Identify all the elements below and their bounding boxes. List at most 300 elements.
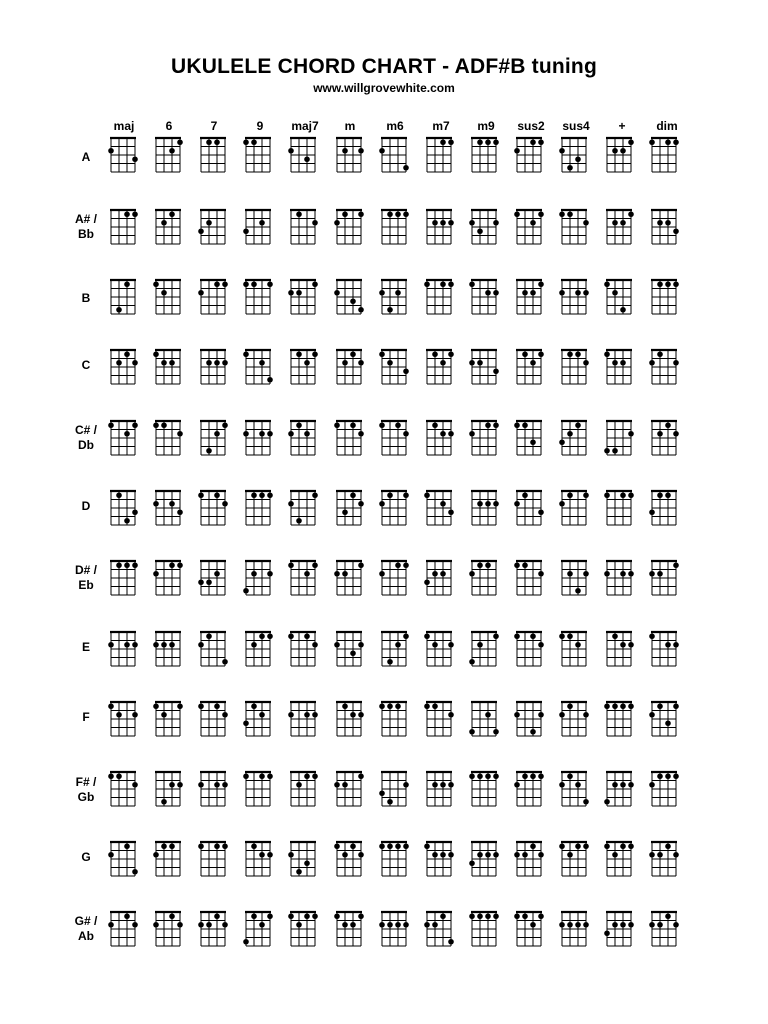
finger-dot bbox=[485, 139, 491, 145]
chord-diagram bbox=[153, 491, 183, 525]
chord-diagram bbox=[334, 912, 364, 946]
finger-dot bbox=[169, 782, 175, 788]
finger-dot bbox=[583, 571, 589, 577]
finger-dot bbox=[251, 492, 257, 498]
finger-dot bbox=[304, 431, 310, 437]
finger-dot bbox=[214, 571, 220, 577]
finger-dot bbox=[395, 422, 401, 428]
finger-dot bbox=[358, 712, 364, 718]
chord-diagram bbox=[288, 491, 318, 525]
finger-dot bbox=[469, 860, 475, 866]
finger-dot bbox=[379, 422, 385, 428]
finger-dot bbox=[342, 571, 348, 577]
finger-dot bbox=[342, 509, 348, 515]
chord-diagram bbox=[604, 350, 632, 384]
finger-dot bbox=[304, 712, 310, 718]
chord-diagram bbox=[606, 138, 634, 172]
finger-dot bbox=[198, 642, 204, 648]
chord-diagram bbox=[379, 280, 407, 314]
finger-dot bbox=[267, 377, 273, 383]
chord-diagram bbox=[424, 280, 454, 314]
finger-dot bbox=[387, 659, 393, 665]
finger-dot bbox=[514, 562, 520, 568]
finger-dot bbox=[108, 148, 114, 154]
finger-dot bbox=[530, 922, 536, 928]
finger-dot bbox=[387, 922, 393, 928]
finger-dot bbox=[288, 913, 294, 919]
chord-diagram bbox=[604, 772, 634, 806]
finger-dot bbox=[448, 782, 454, 788]
finger-dot bbox=[440, 782, 446, 788]
finger-dot bbox=[358, 360, 364, 366]
finger-dot bbox=[350, 650, 356, 656]
finger-dot bbox=[198, 290, 204, 296]
finger-dot bbox=[559, 211, 565, 217]
chord-diagram bbox=[108, 421, 138, 455]
finger-dot bbox=[132, 869, 138, 875]
finger-dot bbox=[612, 448, 618, 454]
finger-dot bbox=[575, 351, 581, 357]
finger-dot bbox=[628, 703, 634, 709]
finger-dot bbox=[583, 843, 589, 849]
col-header-m7: m7 bbox=[432, 119, 450, 133]
chord-diagram bbox=[379, 702, 407, 736]
finger-dot bbox=[342, 782, 348, 788]
chord-diagram bbox=[649, 632, 679, 666]
finger-dot bbox=[493, 422, 499, 428]
finger-dot bbox=[312, 642, 318, 648]
finger-dot bbox=[132, 509, 138, 515]
chord-diagram bbox=[108, 702, 138, 736]
finger-dot bbox=[214, 281, 220, 287]
chord-diagram bbox=[243, 561, 273, 595]
finger-dot bbox=[267, 852, 273, 858]
finger-dot bbox=[448, 712, 454, 718]
finger-dot bbox=[628, 571, 634, 577]
finger-dot bbox=[304, 156, 310, 162]
chord-diagram bbox=[108, 842, 138, 876]
chord-diagram bbox=[288, 632, 318, 666]
finger-dot bbox=[567, 773, 573, 779]
finger-dot bbox=[214, 703, 220, 709]
finger-dot bbox=[251, 281, 257, 287]
finger-dot bbox=[673, 922, 679, 928]
chord-diagram bbox=[559, 702, 589, 736]
chord-diagram bbox=[381, 632, 409, 666]
finger-dot bbox=[243, 773, 249, 779]
finger-dot bbox=[530, 729, 536, 735]
finger-dot bbox=[387, 360, 393, 366]
finger-dot bbox=[665, 720, 671, 726]
finger-dot bbox=[538, 712, 544, 718]
finger-dot bbox=[538, 509, 544, 515]
finger-dot bbox=[350, 922, 356, 928]
finger-dot bbox=[108, 642, 114, 648]
chord-diagram bbox=[243, 138, 271, 172]
chord-diagram bbox=[516, 350, 544, 384]
finger-dot bbox=[403, 562, 409, 568]
finger-dot bbox=[628, 492, 634, 498]
col-header-7: 7 bbox=[210, 119, 218, 133]
finger-dot bbox=[169, 562, 175, 568]
finger-dot bbox=[514, 422, 520, 428]
finger-dot bbox=[575, 922, 581, 928]
chord-diagram bbox=[469, 842, 499, 876]
finger-dot bbox=[161, 360, 167, 366]
finger-dot bbox=[214, 913, 220, 919]
finger-dot bbox=[222, 843, 228, 849]
finger-dot bbox=[628, 431, 634, 437]
chord-diagram bbox=[649, 350, 679, 384]
finger-dot bbox=[514, 913, 520, 919]
finger-dot bbox=[559, 922, 565, 928]
finger-dot bbox=[620, 360, 626, 366]
finger-dot bbox=[567, 633, 573, 639]
finger-dot bbox=[161, 712, 167, 718]
chord-diagram bbox=[604, 702, 634, 736]
chord-diagram bbox=[649, 138, 679, 172]
finger-dot bbox=[522, 290, 528, 296]
chord-diagram bbox=[288, 561, 318, 595]
finger-dot bbox=[469, 281, 475, 287]
finger-dot bbox=[575, 290, 581, 296]
finger-dot bbox=[342, 703, 348, 709]
chord-diagram bbox=[200, 421, 228, 455]
finger-dot bbox=[604, 351, 610, 357]
chord-diagram bbox=[379, 421, 409, 455]
finger-dot bbox=[432, 571, 438, 577]
finger-dot bbox=[304, 860, 310, 866]
finger-dot bbox=[628, 782, 634, 788]
finger-dot bbox=[673, 852, 679, 858]
finger-dot bbox=[169, 148, 175, 154]
finger-dot bbox=[288, 148, 294, 154]
chord-diagram bbox=[469, 702, 499, 736]
chord-diagram bbox=[559, 842, 589, 876]
finger-dot bbox=[665, 281, 671, 287]
finger-dot bbox=[288, 431, 294, 437]
finger-dot bbox=[379, 501, 385, 507]
finger-dot bbox=[124, 562, 130, 568]
finger-dot bbox=[403, 843, 409, 849]
chord-diagram bbox=[155, 210, 181, 244]
finger-dot bbox=[132, 712, 138, 718]
finger-dot bbox=[485, 501, 491, 507]
finger-dot bbox=[206, 448, 212, 454]
row-label-g-sharp: G# / Ab bbox=[74, 914, 98, 943]
chord-diagram bbox=[243, 350, 273, 384]
chord-diagram bbox=[243, 912, 273, 946]
finger-dot bbox=[296, 922, 302, 928]
finger-dot bbox=[342, 148, 348, 154]
finger-dot bbox=[657, 922, 663, 928]
chord-diagram bbox=[514, 421, 542, 455]
finger-dot bbox=[432, 220, 438, 226]
chord-diagram bbox=[243, 421, 273, 455]
finger-dot bbox=[649, 633, 655, 639]
finger-dot bbox=[628, 211, 634, 217]
col-header-m9: m9 bbox=[477, 119, 495, 133]
finger-dot bbox=[665, 492, 671, 498]
finger-dot bbox=[206, 579, 212, 585]
finger-dot bbox=[358, 501, 364, 507]
chord-diagram bbox=[290, 210, 318, 244]
finger-dot bbox=[612, 148, 618, 154]
finger-dot bbox=[132, 422, 138, 428]
finger-dot bbox=[583, 922, 589, 928]
chord-diagram bbox=[559, 772, 589, 806]
chord-diagram bbox=[336, 702, 364, 736]
chord-diagram bbox=[334, 561, 364, 595]
finger-dot bbox=[530, 139, 536, 145]
finger-dot bbox=[395, 211, 401, 217]
chord-diagram bbox=[198, 912, 228, 946]
finger-dot bbox=[334, 782, 340, 788]
finger-dot bbox=[440, 571, 446, 577]
finger-dot bbox=[334, 571, 340, 577]
finger-dot bbox=[620, 148, 626, 154]
finger-dot bbox=[350, 351, 356, 357]
finger-dot bbox=[132, 562, 138, 568]
finger-dot bbox=[153, 922, 159, 928]
finger-dot bbox=[665, 642, 671, 648]
finger-dot bbox=[567, 431, 573, 437]
chord-diagram bbox=[424, 912, 454, 946]
finger-dot bbox=[575, 422, 581, 428]
chord-diagram bbox=[243, 280, 273, 314]
chord-diagram bbox=[469, 912, 499, 946]
chord-diagram bbox=[469, 632, 499, 666]
chord-diagram bbox=[469, 210, 499, 244]
finger-dot bbox=[214, 492, 220, 498]
finger-dot bbox=[296, 782, 302, 788]
finger-dot bbox=[153, 351, 159, 357]
finger-dot bbox=[198, 843, 204, 849]
finger-dot bbox=[403, 431, 409, 437]
finger-dot bbox=[206, 633, 212, 639]
finger-dot bbox=[267, 773, 273, 779]
finger-dot bbox=[673, 431, 679, 437]
finger-dot bbox=[243, 588, 249, 594]
finger-dot bbox=[214, 843, 220, 849]
finger-dot bbox=[214, 360, 220, 366]
chord-diagram bbox=[153, 350, 181, 384]
finger-dot bbox=[304, 773, 310, 779]
finger-dot bbox=[222, 922, 228, 928]
finger-dot bbox=[198, 703, 204, 709]
finger-dot bbox=[604, 281, 610, 287]
chord-diagram bbox=[334, 421, 364, 455]
finger-dot bbox=[259, 492, 265, 498]
finger-dot bbox=[108, 422, 114, 428]
finger-dot bbox=[342, 852, 348, 858]
finger-dot bbox=[334, 422, 340, 428]
chord-diagram bbox=[651, 210, 679, 244]
finger-dot bbox=[485, 562, 491, 568]
chord-diagram bbox=[379, 842, 409, 876]
chord-diagram bbox=[426, 138, 454, 172]
finger-dot bbox=[657, 571, 663, 577]
finger-dot bbox=[493, 139, 499, 145]
finger-dot bbox=[153, 501, 159, 507]
chord-diagram bbox=[290, 772, 318, 806]
finger-dot bbox=[522, 492, 528, 498]
finger-dot bbox=[177, 703, 183, 709]
finger-dot bbox=[206, 139, 212, 145]
finger-dot bbox=[177, 509, 183, 515]
finger-dot bbox=[575, 782, 581, 788]
finger-dot bbox=[334, 642, 340, 648]
col-header-sus4: sus4 bbox=[562, 119, 590, 133]
finger-dot bbox=[559, 501, 565, 507]
finger-dot bbox=[493, 368, 499, 374]
chord-diagram bbox=[649, 772, 679, 806]
chord-diagram bbox=[243, 210, 271, 244]
finger-dot bbox=[493, 729, 499, 735]
finger-dot bbox=[259, 220, 265, 226]
finger-dot bbox=[251, 642, 257, 648]
chord-diagram bbox=[649, 491, 677, 525]
finger-dot bbox=[604, 492, 610, 498]
finger-dot bbox=[448, 852, 454, 858]
finger-dot bbox=[440, 501, 446, 507]
finger-dot bbox=[116, 307, 122, 313]
finger-dot bbox=[432, 422, 438, 428]
finger-dot bbox=[342, 211, 348, 217]
finger-dot bbox=[334, 843, 340, 849]
finger-dot bbox=[403, 211, 409, 217]
row-label-b: B bbox=[81, 291, 91, 305]
finger-dot bbox=[649, 922, 655, 928]
finger-dot bbox=[604, 930, 610, 936]
finger-dot bbox=[432, 782, 438, 788]
finger-dot bbox=[514, 148, 520, 154]
finger-dot bbox=[665, 913, 671, 919]
col-header-sus2: sus2 bbox=[517, 119, 545, 133]
finger-dot bbox=[620, 843, 626, 849]
chord-diagram bbox=[110, 350, 138, 384]
finger-dot bbox=[304, 633, 310, 639]
finger-dot bbox=[583, 290, 589, 296]
chord-diagram bbox=[245, 632, 273, 666]
finger-dot bbox=[530, 773, 536, 779]
chord-diagram bbox=[469, 772, 499, 806]
finger-dot bbox=[657, 281, 663, 287]
finger-dot bbox=[342, 922, 348, 928]
chord-diagram bbox=[514, 772, 544, 806]
finger-dot bbox=[267, 281, 273, 287]
finger-dot bbox=[124, 211, 130, 217]
finger-dot bbox=[350, 843, 356, 849]
row-label-c: C bbox=[81, 358, 91, 372]
finger-dot bbox=[514, 712, 520, 718]
finger-dot bbox=[583, 220, 589, 226]
finger-dot bbox=[530, 360, 536, 366]
finger-dot bbox=[612, 360, 618, 366]
finger-dot bbox=[304, 360, 310, 366]
finger-dot bbox=[432, 922, 438, 928]
finger-dot bbox=[243, 228, 249, 234]
finger-dot bbox=[124, 431, 130, 437]
finger-dot bbox=[206, 220, 212, 226]
finger-dot bbox=[214, 139, 220, 145]
finger-dot bbox=[583, 360, 589, 366]
finger-dot bbox=[124, 281, 130, 287]
chord-diagram bbox=[334, 280, 364, 314]
finger-dot bbox=[657, 773, 663, 779]
finger-dot bbox=[620, 571, 626, 577]
chord-diagram bbox=[379, 561, 409, 595]
chord-diagram bbox=[198, 632, 228, 666]
finger-dot bbox=[628, 922, 634, 928]
finger-dot bbox=[259, 712, 265, 718]
finger-dot bbox=[469, 571, 475, 577]
chord-diagram bbox=[108, 632, 138, 666]
chord-diagram bbox=[606, 210, 634, 244]
chord-diagram bbox=[379, 772, 409, 806]
chord-diagram bbox=[426, 421, 454, 455]
finger-dot bbox=[559, 782, 565, 788]
finger-dot bbox=[448, 351, 454, 357]
chord-diagram bbox=[514, 632, 544, 666]
finger-dot bbox=[108, 703, 114, 709]
finger-dot bbox=[153, 852, 159, 858]
finger-dot bbox=[440, 852, 446, 858]
finger-dot bbox=[649, 782, 655, 788]
finger-dot bbox=[259, 633, 265, 639]
finger-dot bbox=[206, 922, 212, 928]
chord-diagram bbox=[288, 421, 316, 455]
finger-dot bbox=[485, 852, 491, 858]
finger-dot bbox=[243, 139, 249, 145]
chord-diagram bbox=[514, 912, 544, 946]
finger-dot bbox=[538, 351, 544, 357]
finger-dot bbox=[342, 360, 348, 366]
chord-diagram bbox=[200, 138, 226, 172]
chord-diagram bbox=[155, 772, 183, 806]
finger-dot bbox=[288, 290, 294, 296]
finger-dot bbox=[673, 642, 679, 648]
finger-dot bbox=[514, 633, 520, 639]
finger-dot bbox=[448, 431, 454, 437]
finger-dot bbox=[251, 571, 257, 577]
finger-dot bbox=[296, 422, 302, 428]
chord-diagram bbox=[514, 138, 544, 172]
finger-dot bbox=[251, 703, 257, 709]
finger-dot bbox=[132, 211, 138, 217]
chord-diagram bbox=[108, 912, 138, 946]
finger-dot bbox=[604, 799, 610, 805]
chord-diagram bbox=[559, 210, 589, 244]
chord-diagram bbox=[243, 772, 273, 806]
chord-diagram bbox=[381, 210, 409, 244]
finger-dot bbox=[251, 913, 257, 919]
chord-diagram bbox=[469, 561, 497, 595]
chord-diagram bbox=[649, 842, 679, 876]
finger-dot bbox=[538, 211, 544, 217]
chord-diagram bbox=[469, 421, 499, 455]
finger-dot bbox=[604, 448, 610, 454]
col-header-dim: dim bbox=[656, 119, 678, 133]
chord-diagram bbox=[153, 842, 181, 876]
finger-dot bbox=[440, 220, 446, 226]
finger-dot bbox=[559, 633, 565, 639]
finger-dot bbox=[288, 633, 294, 639]
chord-diagram bbox=[153, 280, 181, 314]
finger-dot bbox=[673, 360, 679, 366]
chord-diagram bbox=[336, 350, 364, 384]
chord-diagram bbox=[561, 350, 589, 384]
